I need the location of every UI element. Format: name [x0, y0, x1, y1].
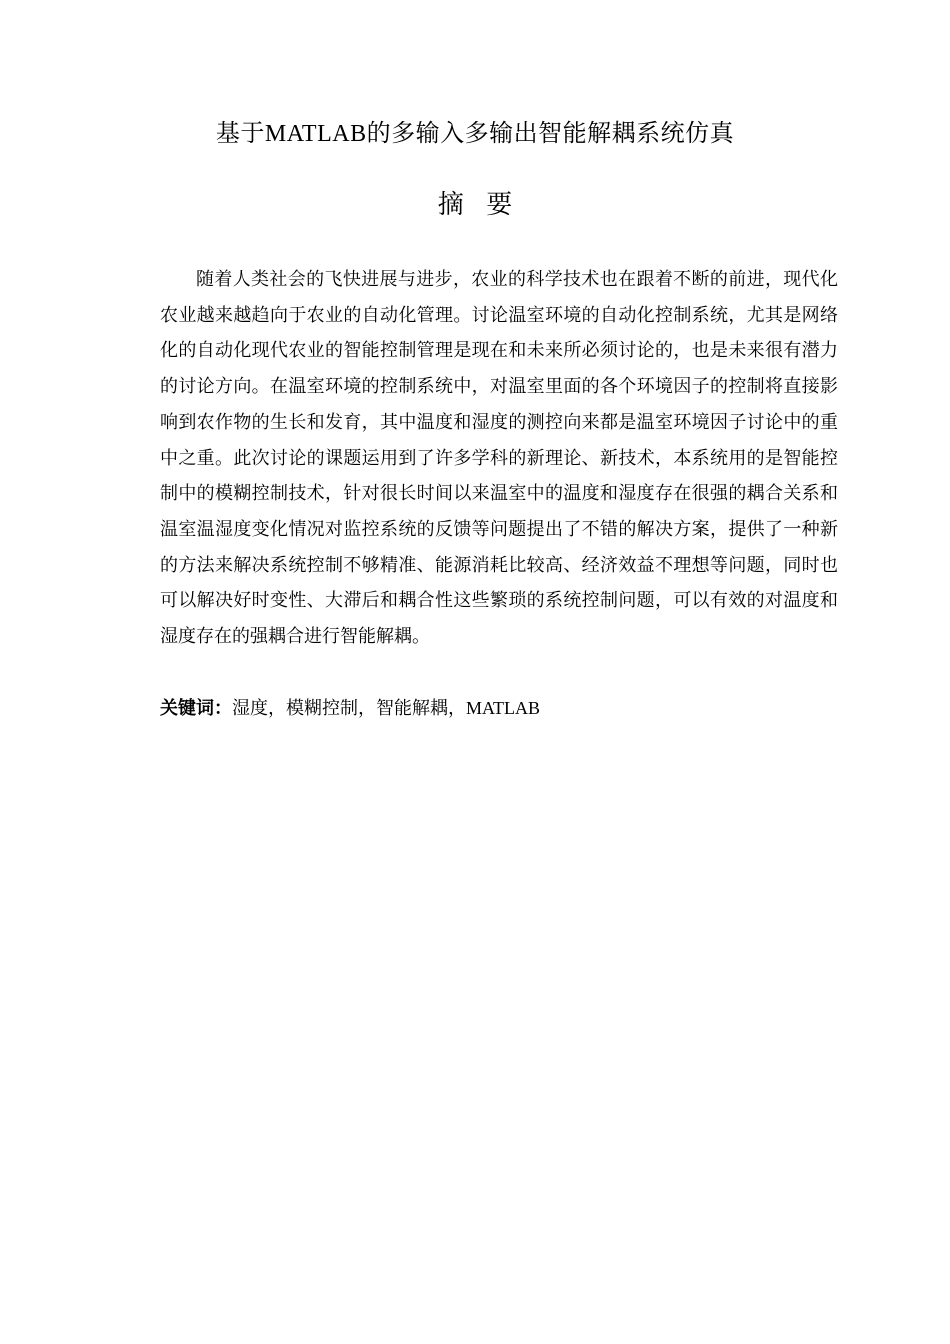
thesis-title: 基于MATLAB的多输入多输出智能解耦系统仿真 [215, 121, 735, 147]
keywords-value: 湿度，模糊控制，智能解耦，MATLAB [232, 698, 541, 718]
keywords-line [160, 690, 838, 726]
abstract-paragraph: 随着人类社会的飞快进展与进步，农业的科学技术也在跟着不断的前进，现代化农业越来越趋向于农业的自动化管理。讨论温室环境的自动化控制系统，尤其是网络化的自动化现代农业的智能控制管理是现在和未来所必须讨论的，也是未来很有潜力的讨论方向。在温室环境的控制系统中，对温室里面的各个环境因子的控制将直接影响到农作物的生长和发育，其中温度和湿度的测控向来都是温室环境因子讨论中的重中之重。此次讨论的课题运用到了许多学科的新理论、新技术，本系统用的是智能控制中的模糊控制技术，针对很长时间以来温室中的温度和湿度存在很强的耦合关系和温室温湿度变化情况对监控系统的反馈等问题提出了不错的解决方案，提供了一种新的方法来解决系统控制不够精准、能源消耗比较高、经济效益不理想等问题，同时也可以解决好时变性、大滞后和耦合性这些繁琐的系统控制问题，可以有效的对温度和湿度存在的强耦合进行智能解耦。 [160, 269, 838, 647]
abstract-heading: 摘 要 [437, 190, 521, 219]
keywords-label: 关键词： [160, 698, 232, 718]
